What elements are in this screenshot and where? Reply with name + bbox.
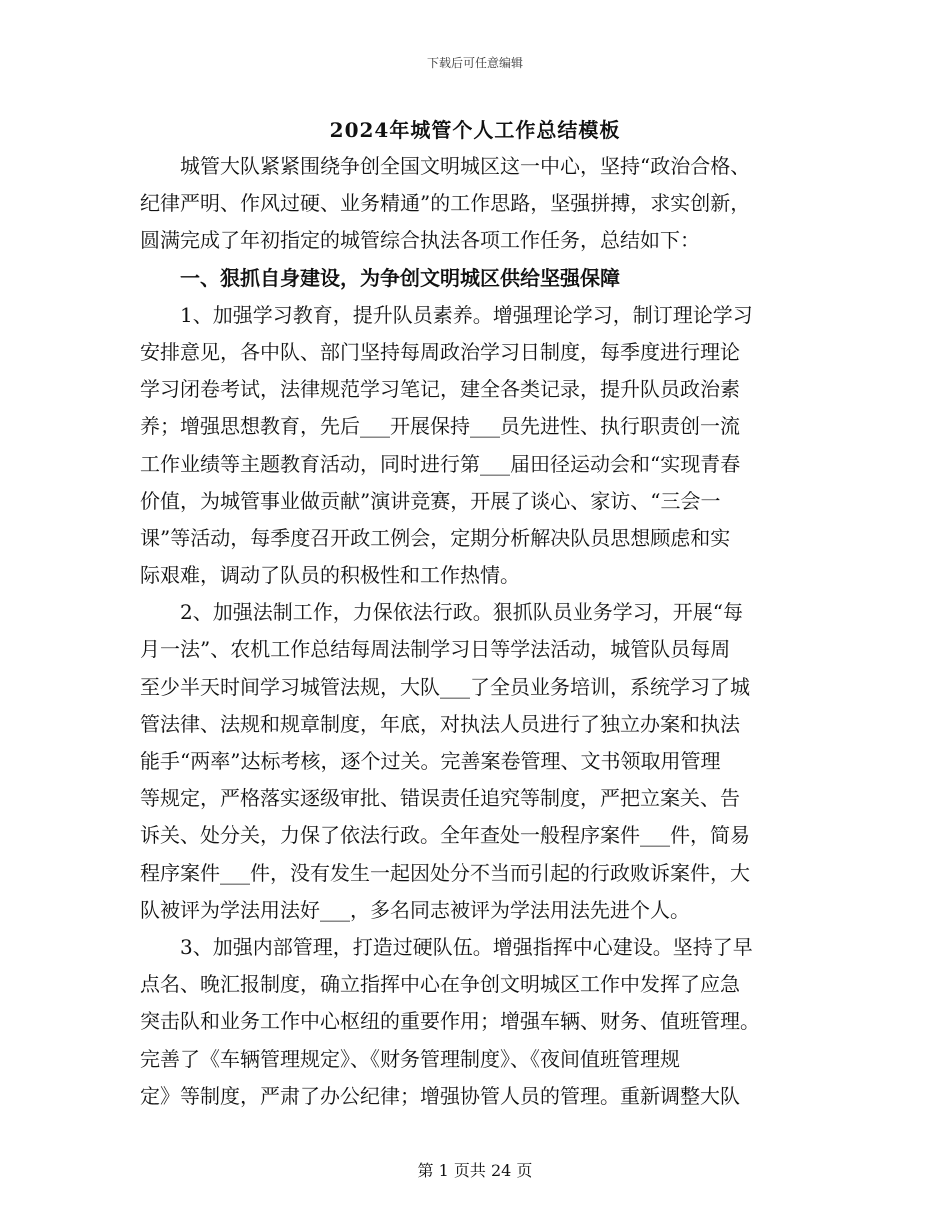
body-line: 定》等制度，严肃了办公纪律；增强协管人员的管理。重新调整大队	[140, 1083, 740, 1108]
body-line: 际艰难，调动了队员的积极性和工作热情。	[140, 563, 520, 588]
body-line: 课”等活动，每季度召开政工例会，定期分析解决队员思想顾虑和实	[140, 525, 731, 550]
body-line: 3、加强内部管理，打造过硬队伍。增强指挥中心建设。坚持了早	[140, 934, 753, 959]
body-line: 突击队和业务工作中心枢纽的重要作用；增强车辆、财务、值班管理。	[140, 1009, 760, 1034]
body-line: 2、加强法制工作，力保依法行政。狠抓队员业务学习，开展“每	[140, 600, 743, 625]
body-line: 学习闭卷考试，法律规范学习笔记，建全各类记录，提升队员政治素	[140, 377, 740, 402]
body-line: 养；增强思想教育，先后___开展保持___员先进性、执行职责创一流	[140, 414, 740, 439]
body-line: 圆满完成了年初指定的城管综合执法各项工作任务，总结如下：	[140, 228, 700, 253]
body-line: 月一法”、农机工作总结每周法制学习日等学法活动，城管队员每周	[140, 637, 731, 662]
body-line: 能手“两率”达标考核，逐个过关。完善案卷管理、文书领取用管理	[140, 749, 721, 773]
body-line: 点名、晚汇报制度，确立指挥中心在争创文明城区工作中发挥了应急	[140, 972, 740, 997]
body-line: 城管大队紧紧围绕争创全国文明城区这一中心，坚持“政治合格、	[140, 154, 751, 178]
body-line: 完善了《车辆管理规定》、《财务管理制度》、《夜间值班管理规	[140, 1046, 680, 1071]
body-line: 等规定，严格落实逐级审批、错误责任追究等制度，严把立案关、告	[140, 786, 740, 811]
page-footer: 第 1 页共 24 页	[417, 1161, 533, 1180]
body-line: 价值，为城管事业做贡献”演讲竞赛，开展了谈心、家访、“三会一	[140, 488, 721, 513]
body-line: 队被评为学法用法好___，多名同志被评为学法用法先进个人。	[140, 897, 690, 922]
body-line: 诉关、处分关，力保了依法行政。全年查处一般程序案件___件，简易	[140, 823, 750, 848]
body-line: 1、加强学习教育，提升队员素养。增强理论学习，制订理论学习	[140, 302, 753, 327]
body-line: 至少半天时间学习城管法规，大队___了全员业务培训，系统学习了城	[140, 674, 750, 699]
section-heading: 一、狠抓自身建设，为争创文明城区供给坚强保障	[140, 265, 620, 290]
page-header: 下载后可任意编辑	[426, 56, 523, 70]
body-line: 工作业绩等主题教育活动，同时进行第___届田径运动会和“实现青春	[140, 451, 741, 476]
document-title: 2024年城管个人工作总结模板	[329, 118, 621, 142]
body-line: 安排意见，各中队、部门坚持每周政治学习日制度，每季度进行理论	[140, 339, 740, 364]
body-line: 纪律严明、作风过硬、业务精通”的工作思路，坚强拼搏，求实创新，	[140, 191, 751, 216]
body-line: 管法律、法规和规章制度，年底，对执法人员进行了独立办案和执法	[140, 711, 740, 736]
body-line: 程序案件___件，没有发生一起因处分不当而引起的行政败诉案件，大	[140, 860, 750, 885]
document-body	[140, 148, 812, 1115]
